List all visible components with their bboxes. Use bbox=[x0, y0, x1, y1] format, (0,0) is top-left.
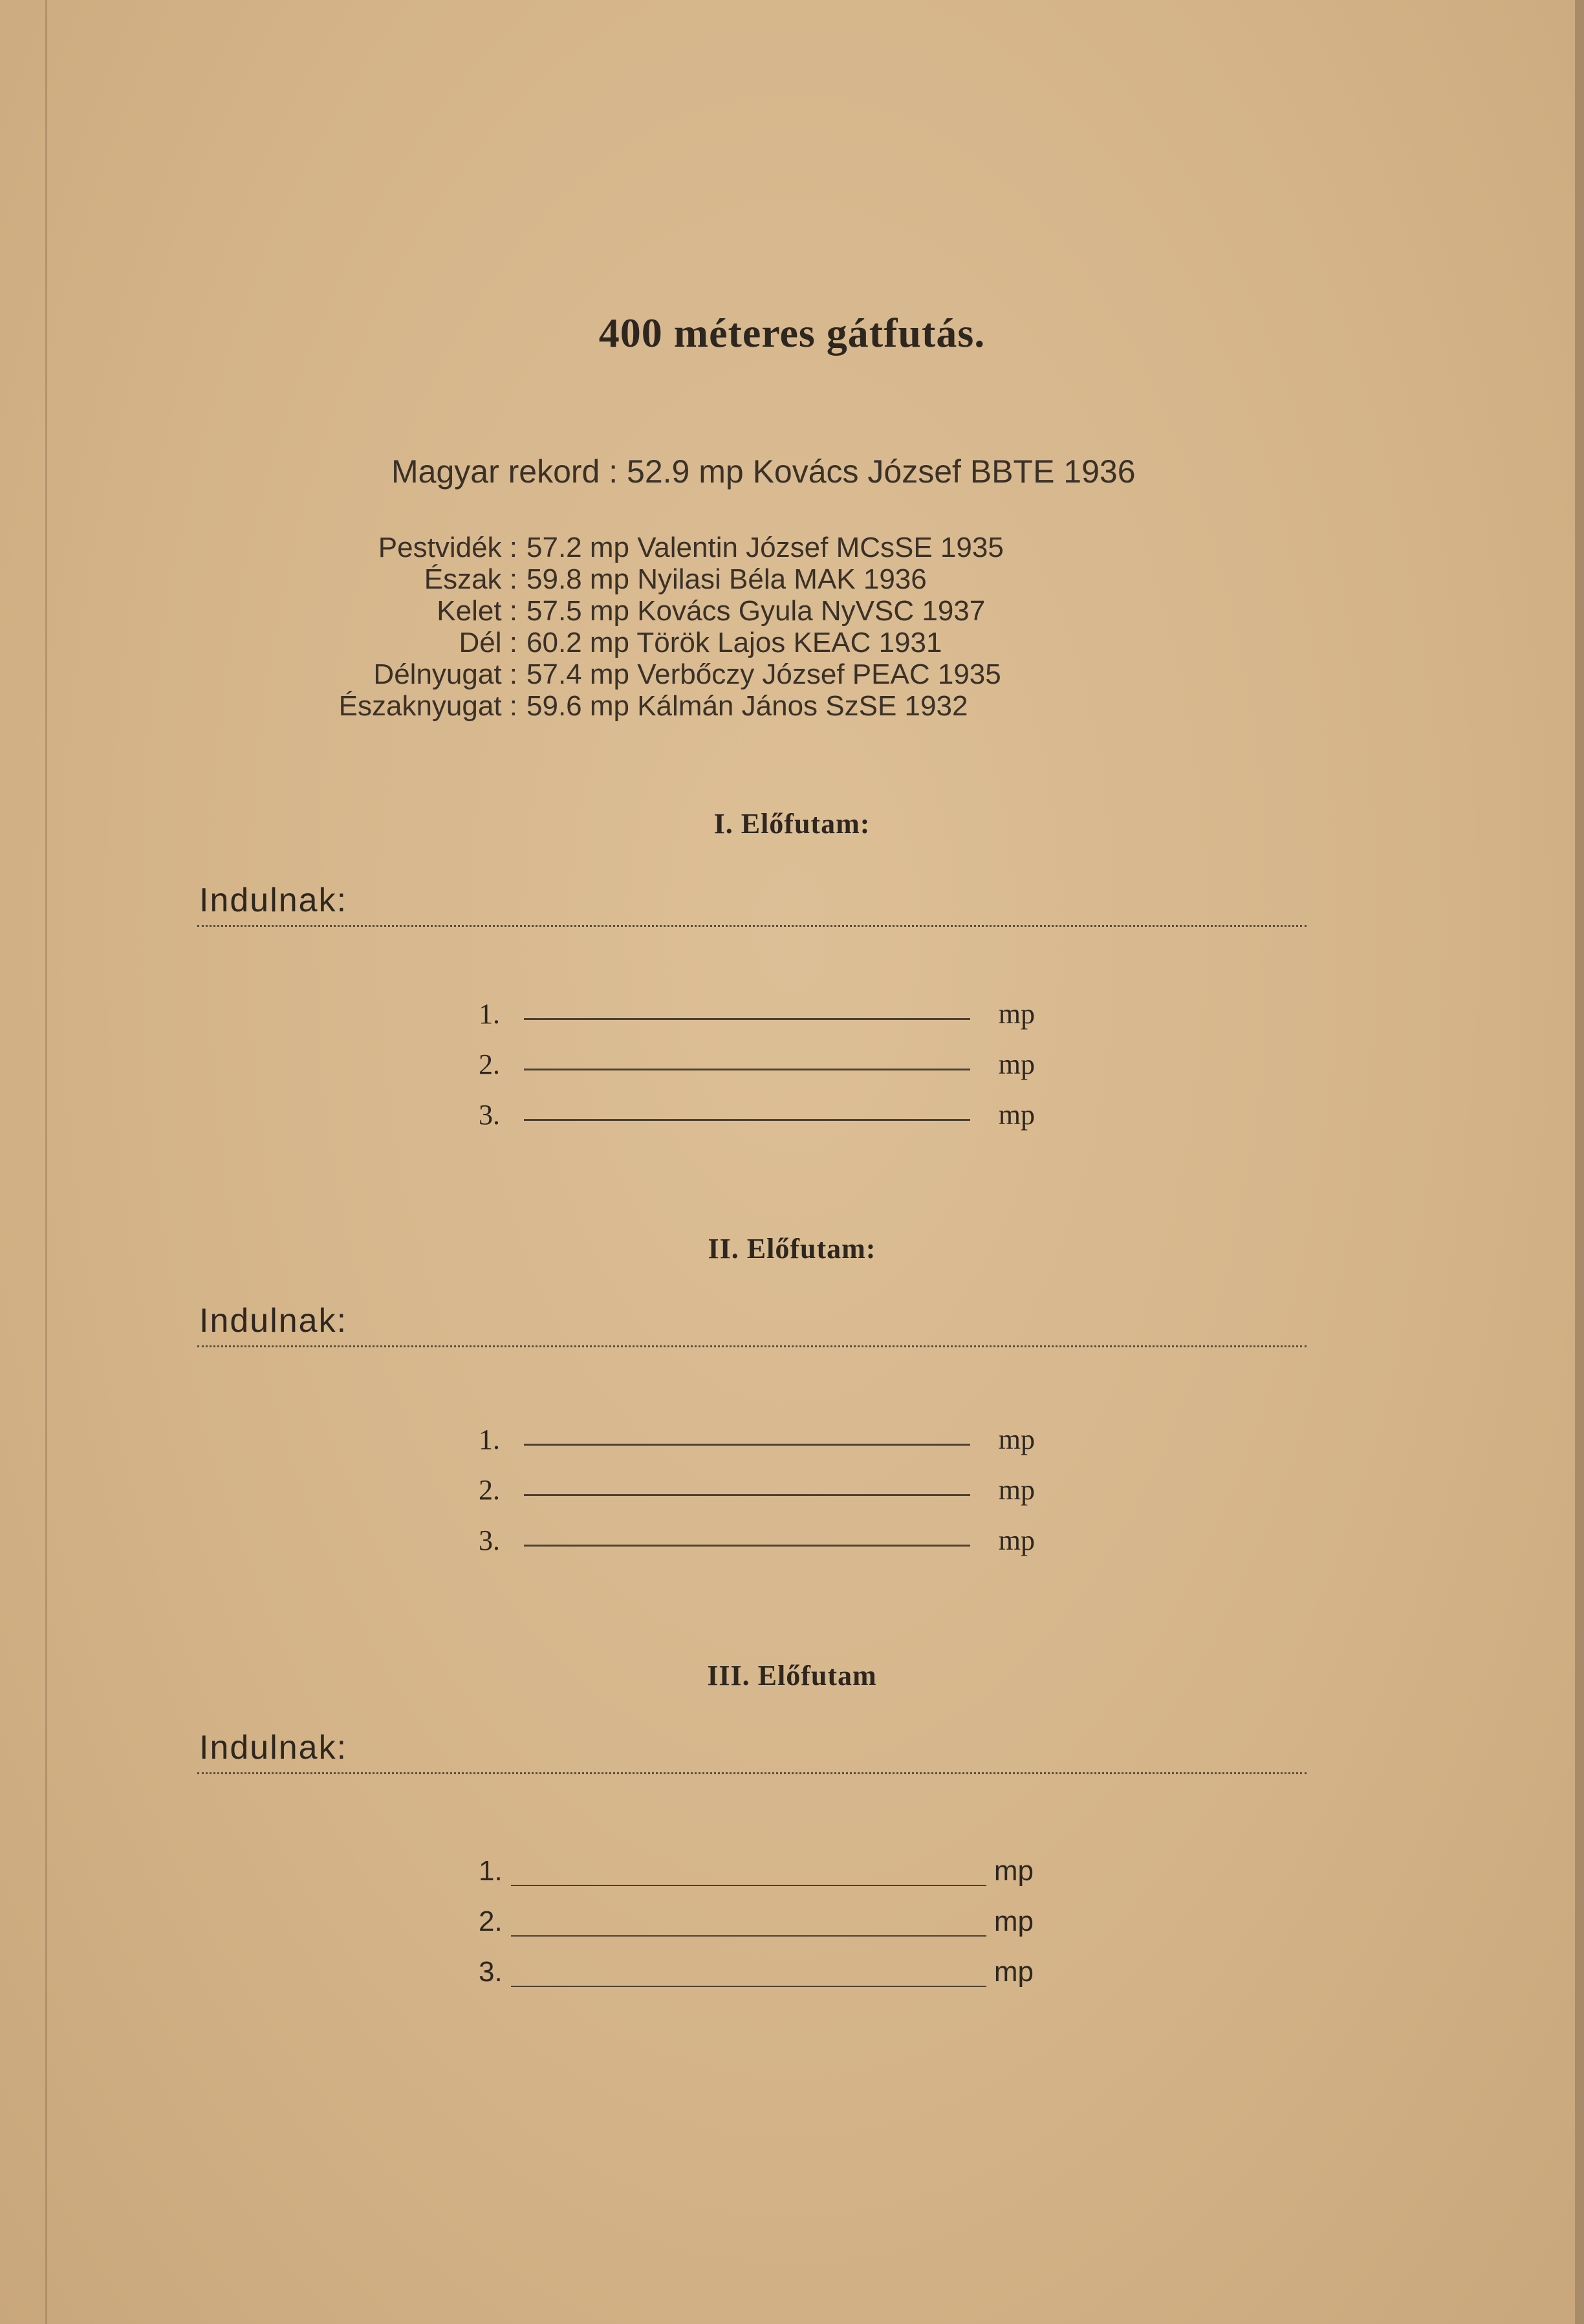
heat-3-place-3 bbox=[479, 1956, 1048, 1995]
result-blank[interactable] bbox=[511, 1885, 986, 1886]
place-number: 3. bbox=[479, 1525, 500, 1556]
region-row bbox=[246, 595, 1151, 627]
region-record: 57.2 mp Valentin József MCsSE 1935 bbox=[526, 532, 1004, 563]
page-title: 400 méteres gátfutás. bbox=[598, 310, 986, 356]
heat-1-entrants-label: Indulnak: bbox=[199, 882, 348, 919]
region-name: Pestvidék : bbox=[378, 532, 517, 563]
region-record: 57.4 mp Verbőczy József PEAC 1935 bbox=[526, 658, 1001, 690]
result-blank[interactable] bbox=[524, 1119, 970, 1121]
result-blank[interactable] bbox=[511, 1935, 986, 1937]
heat-2-title: II. Előfutam: bbox=[708, 1233, 876, 1265]
national-record: Magyar rekord : 52.9 mp Kovács József BBTE 1936 bbox=[391, 453, 1136, 490]
place-number: 1. bbox=[479, 998, 500, 1030]
unit-label: mp bbox=[993, 1956, 1034, 1988]
unit-label: mp bbox=[993, 1855, 1034, 1887]
unit-label: mp bbox=[998, 1424, 1035, 1455]
region-row bbox=[246, 690, 1151, 722]
unit-label: mp bbox=[998, 1048, 1035, 1080]
place-number: 2. bbox=[479, 1048, 500, 1080]
region-record: 59.6 mp Kálmán János SzSE 1932 bbox=[526, 690, 968, 722]
place-number: 3. bbox=[479, 1099, 500, 1131]
place-number: 1. bbox=[479, 1424, 500, 1455]
unit-label: mp bbox=[998, 1099, 1035, 1131]
region-name: Délnyugat : bbox=[373, 658, 517, 690]
region-name: Dél : bbox=[459, 627, 517, 658]
place-number: 2. bbox=[479, 1906, 503, 1937]
region-record: 57.5 mp Kovács Gyula NyVSC 1937 bbox=[526, 595, 986, 627]
heat-2-place-3 bbox=[479, 1524, 1048, 1563]
region-row bbox=[246, 563, 1151, 595]
region-record: 59.8 mp Nyilasi Béla MAK 1936 bbox=[526, 563, 927, 595]
heat-3-entrants-line[interactable] bbox=[197, 1772, 1307, 1774]
unit-label: mp bbox=[998, 1474, 1035, 1506]
region-name: Északnyugat : bbox=[338, 690, 517, 722]
heat-1-entrants-line[interactable] bbox=[197, 925, 1307, 927]
region-row bbox=[246, 627, 1151, 658]
unit-label: mp bbox=[998, 998, 1035, 1030]
heat-3-place-2 bbox=[479, 1906, 1048, 1944]
heat-2-place-1 bbox=[479, 1423, 1048, 1462]
heat-3-place-1 bbox=[479, 1855, 1048, 1894]
result-blank[interactable] bbox=[524, 1494, 970, 1496]
place-number: 3. bbox=[479, 1956, 503, 1988]
heat-2-place-2 bbox=[479, 1473, 1048, 1512]
unit-label: mp bbox=[998, 1525, 1035, 1556]
heat-3-entrants-label: Indulnak: bbox=[199, 1729, 348, 1766]
heat-1-place-2 bbox=[479, 1048, 1048, 1087]
unit-label: mp bbox=[993, 1906, 1034, 1937]
heat-2-entrants-label: Indulnak: bbox=[199, 1302, 348, 1340]
heat-3-title: III. Előfutam bbox=[707, 1660, 877, 1691]
result-blank[interactable] bbox=[524, 1444, 970, 1446]
heat-1-place-3 bbox=[479, 1098, 1048, 1137]
region-name: Észak : bbox=[424, 563, 517, 595]
result-blank[interactable] bbox=[524, 1545, 970, 1547]
result-blank[interactable] bbox=[524, 1069, 970, 1070]
region-row bbox=[246, 658, 1151, 690]
result-blank[interactable] bbox=[511, 1986, 986, 1987]
heat-2-entrants-line[interactable] bbox=[197, 1345, 1307, 1347]
region-row bbox=[246, 532, 1151, 563]
heat-1-place-1 bbox=[479, 997, 1048, 1036]
region-record: 60.2 mp Török Lajos KEAC 1931 bbox=[526, 627, 942, 658]
heat-1-title: I. Előfutam: bbox=[713, 808, 871, 840]
regional-records bbox=[246, 532, 1151, 722]
result-blank[interactable] bbox=[524, 1018, 970, 1020]
region-name: Kelet : bbox=[437, 595, 517, 627]
place-number: 1. bbox=[479, 1855, 503, 1887]
place-number: 2. bbox=[479, 1474, 500, 1506]
